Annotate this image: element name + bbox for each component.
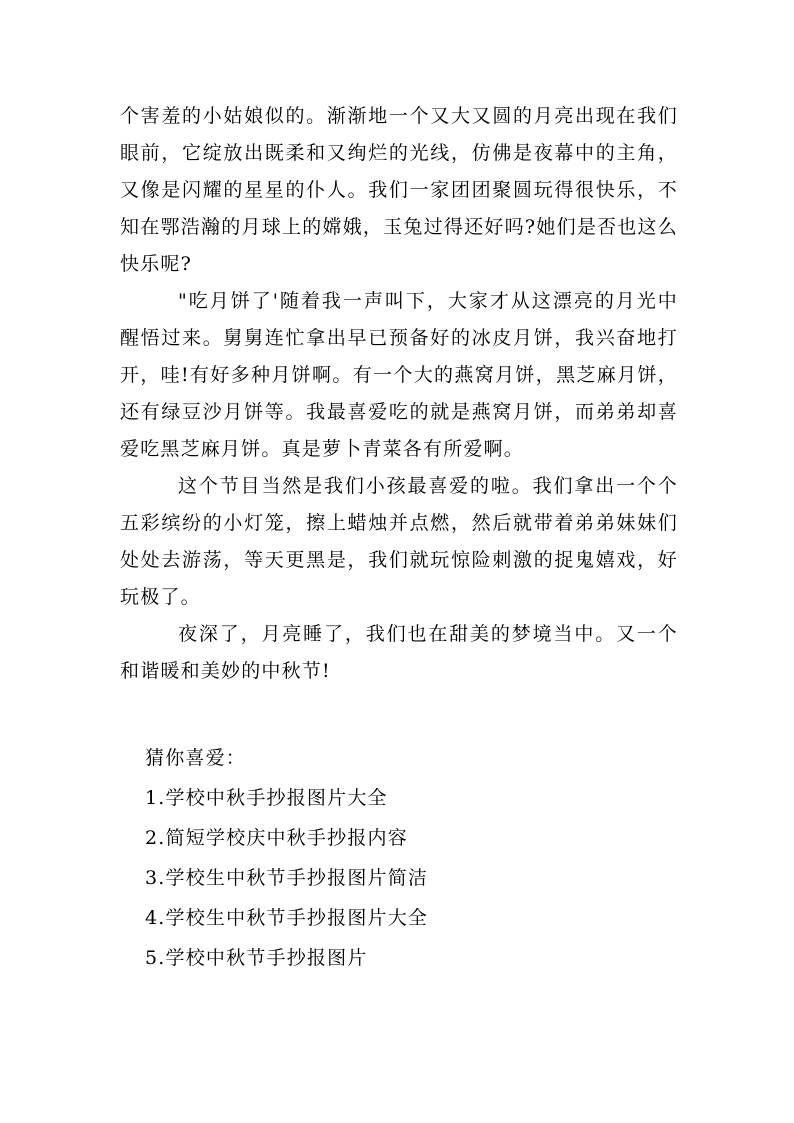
paragraph-ending: 夜深了，月亮睡了，我们也在甜美的梦境当中。又一个和谐暖和美妙的中秋节! (120, 623, 678, 682)
paragraph-continuation: 个害羞的小姑娘似的。渐渐地一个又大又圆的月亮出现在我们眼前，它绽放出既柔和又绚烂的光线，仿佛是夜幕中的主角，又像是闪耀的星星的仆人。我们一家团团聚圆玩得很快乐，不知在鄂浩瀚的月球上的嫦娥，玉兔过得还好吗?她们是否也这么快乐呢? (120, 105, 678, 275)
related-link-3[interactable]: 3.学校生中秋节手抄报图片简洁 (145, 867, 429, 889)
related-link-1[interactable]: 1.学校中秋手抄报图片大全 (145, 787, 388, 809)
related-articles (145, 738, 665, 978)
related-link-4[interactable]: 4.学校生中秋节手抄报图片大全 (145, 907, 429, 929)
related-list (145, 778, 665, 978)
article-body (120, 98, 678, 690)
paragraph-mooncake: "吃月饼了'随着我一声叫下，大家才从这漂亮的月光中醒悟过来。舅舅连忙拿出早已预备好的冰皮月饼，我兴奋地打开，哇!有好多种月饼啊。有一个大的燕窝月饼，黑芝麻月饼，还有绿豆沙月饼等。我最喜爱吃的就是燕窝月饼，而弟弟却喜爱吃黑芝麻月饼。真是萝卜青菜各有所爱啊。 (120, 290, 678, 460)
related-link-5[interactable]: 5.学校中秋节手抄报图片 (145, 947, 368, 969)
paragraph-lanterns: 这个节目当然是我们小孩最喜爱的啦。我们拿出一个个五彩缤纷的小灯笼，擦上蜡烛并点燃，然后就带着弟弟妹妹们处处去游荡，等天更黑是，我们就玩惊险刺激的捉鬼嬉戏，好玩极了。 (120, 475, 678, 608)
related-link-2[interactable]: 2.简短学校庆中秋手抄报内容 (145, 827, 408, 849)
related-title: 猜你喜爱： (145, 747, 247, 769)
